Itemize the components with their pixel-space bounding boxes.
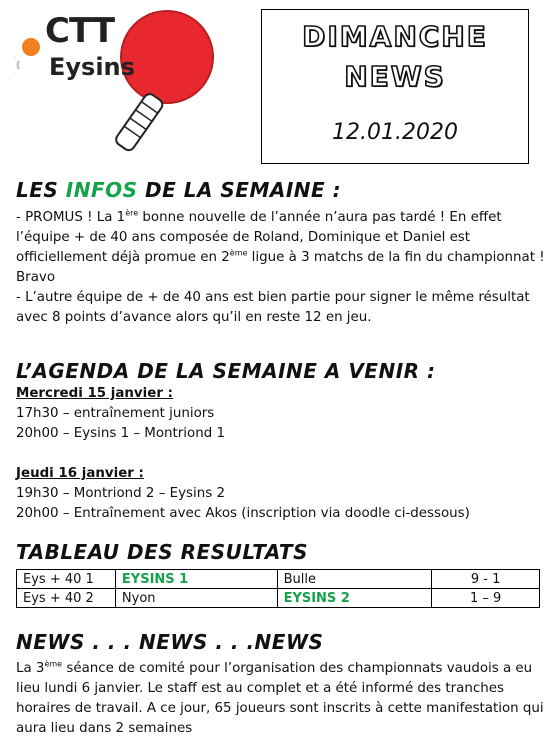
team-cell: Eys + 40 2 bbox=[17, 589, 116, 608]
title-line-1: DIMANCHE bbox=[302, 20, 488, 53]
news-body bbox=[16, 659, 546, 739]
infos-text: bonne nouvelle de l’année n’aura pas tardé ! En effet bbox=[138, 210, 502, 225]
news-text: lieu lundi 6 janvier. Le staff est au complet et a été informé des tranches bbox=[16, 681, 504, 696]
title-line-2: NEWS bbox=[344, 60, 446, 93]
infos-heading-post: DE LA SEMAINE : bbox=[137, 178, 342, 202]
infos-text: - L’autre équipe de + de 40 ans est bien partie pour signer le même résultat bbox=[16, 290, 530, 305]
newsletter-date: 12.01.2020 bbox=[332, 120, 458, 145]
infos-heading-highlight: INFOS bbox=[65, 178, 138, 202]
logo-town-text: Eysins bbox=[49, 53, 135, 81]
agenda-day-title: Jeudi 16 janvier : bbox=[16, 466, 144, 481]
agenda-day-title: Mercredi 15 janvier : bbox=[16, 386, 173, 401]
infos-text: officiellement déjà promue en 2 bbox=[16, 250, 230, 265]
team-cell: Eys + 40 1 bbox=[17, 570, 116, 589]
agenda-item: 17h30 – entraînement juniors bbox=[16, 406, 215, 421]
news-text: La 3 bbox=[16, 661, 45, 676]
infos-text: ligue à 3 matchs de la fin du championnat ! bbox=[247, 250, 545, 265]
infos-heading-pre: LES bbox=[16, 178, 66, 202]
infos-text: - PROMUS ! La 1 bbox=[16, 210, 126, 225]
news-text: séance de comité pour l’organisation des championnats vaudois a eu bbox=[62, 661, 533, 676]
agenda-item: 20h00 – Entraînement avec Akos (inscription via doodle ci-dessous) bbox=[16, 506, 470, 521]
results-table bbox=[16, 569, 540, 608]
infos-heading bbox=[16, 178, 341, 202]
infos-sup: ème bbox=[229, 248, 248, 258]
news-text: aura lieu dans 2 semaines bbox=[16, 721, 193, 736]
table-row bbox=[17, 589, 540, 608]
infos-text: l’équipe + de 40 ans composée de Roland, Dominique et Daniel est bbox=[16, 230, 471, 245]
infos-text: avec 8 points d’avance alors qu’il en reste 12 en jeu. bbox=[16, 310, 372, 325]
news-heading: NEWS . . . NEWS . . .NEWS bbox=[16, 630, 324, 654]
score-cell: 9 - 1 bbox=[432, 570, 540, 589]
news-sup: ème bbox=[44, 659, 63, 669]
home-cell: Nyon bbox=[115, 589, 277, 608]
score-cell: 1 – 9 bbox=[432, 589, 540, 608]
away-cell: EYSINS 2 bbox=[277, 589, 432, 608]
infos-body bbox=[16, 208, 546, 328]
agenda-item: 19h30 – Montriond 2 – Eysins 2 bbox=[16, 486, 225, 501]
logo-club-text: CTT bbox=[45, 11, 115, 51]
infos-text: Bravo bbox=[16, 270, 56, 285]
news-text: horaires de travail. A ce jour, 65 joueurs sont inscrits à cette manifestation qui bbox=[16, 701, 544, 716]
club-logo bbox=[15, 5, 215, 170]
infos-sup: ère bbox=[125, 208, 139, 218]
agenda-heading: L’AGENDA DE LA SEMAINE A VENIR : bbox=[16, 359, 436, 383]
newsletter-title-box bbox=[261, 9, 529, 164]
away-cell: Bulle bbox=[277, 570, 432, 589]
agenda-item: 20h00 – Eysins 1 – Montriond 1 bbox=[16, 426, 225, 441]
home-cell: EYSINS 1 bbox=[115, 570, 277, 589]
table-row bbox=[17, 570, 540, 589]
agenda-body bbox=[16, 384, 546, 524]
results-heading: TABLEAU DES RESULTATS bbox=[16, 540, 308, 564]
